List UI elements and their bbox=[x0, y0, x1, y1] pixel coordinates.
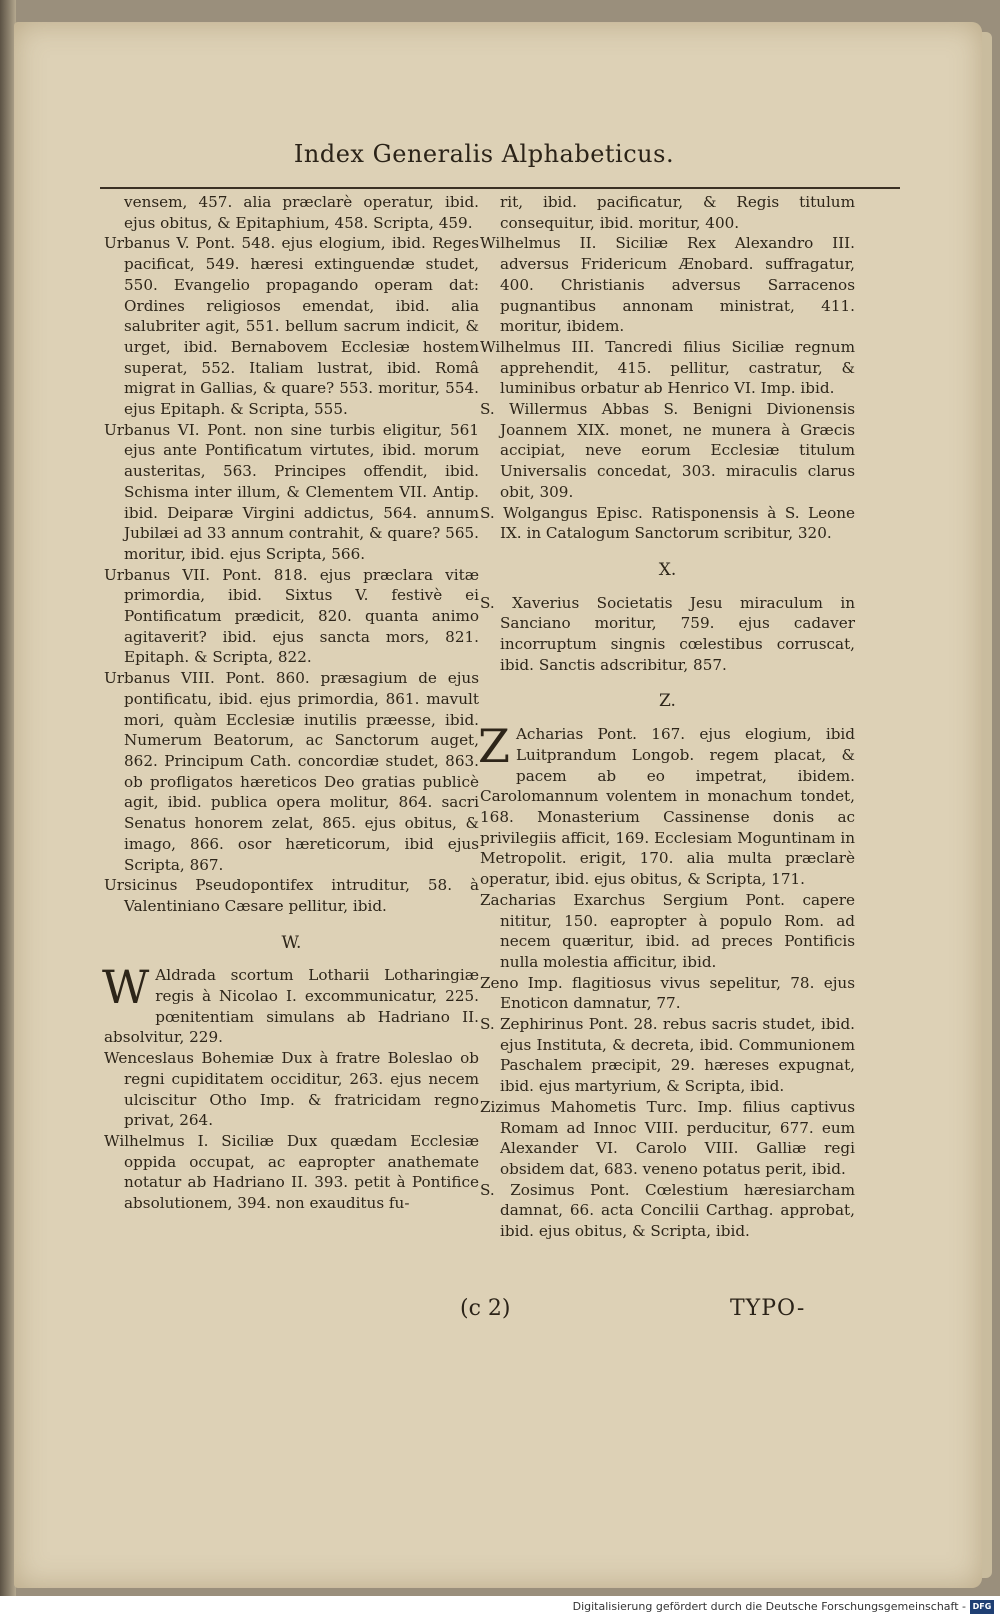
right-entries-after-z bbox=[480, 890, 855, 1242]
index-entry: Wilhelmus II. Siciliæ Rex Alexandro III. adversus Fridericum Ænobard. suffragatur, 400. Christianis adversus Sarracenos pugnantibus annonam ministrat, 411. moritur, ibidem. bbox=[480, 234, 855, 336]
index-entry: Wilhelmus I. Siciliæ Dux quædam Ecclesiæ oppida occupat, ac eapropter anathemate notatur ab Hadriano II. 393. petit à Pontifice absolutionem, 394. non exauditus fu- bbox=[104, 1131, 479, 1213]
digitization-credit-text: Digitalisierung gefördert durch die Deutsche Forschungsgemeinschaft - bbox=[572, 1600, 966, 1613]
right-entries-x bbox=[480, 593, 855, 676]
page-header: Index Generalis Alphabeticus. bbox=[293, 140, 675, 168]
dropcap-initial-z: Z bbox=[478, 719, 510, 774]
index-entry: Zacharias Exarchus Sergium Pont. capere nititur, 150. eapropter à populo Rom. ad necem quæritur, ibid. ad preces Pontificis nulla molestia afficitur, ibid. bbox=[480, 890, 855, 971]
signature-mark: (c 2) bbox=[460, 1296, 511, 1321]
letter-heading-z: Z. bbox=[659, 691, 676, 712]
index-entry: Aldrada scortum Lotharii Lotharingiæ regis à Nicolao I. excommunicatur, 225. pœnitentiam simulans ab Hadriano II. absolvitur, 229. bbox=[104, 966, 479, 1047]
index-entry: S. Xaverius Societatis Jesu miraculum in Sanciano moritur, 759. ejus cadaver incorruptum singnis cœlestibus corruscat, ibid. Sanctis adscribitur, 857. bbox=[480, 593, 855, 674]
index-entry: vensem, 457. alia præclarè operatur, ibid. ejus obitus, & Epitaphium, 458. Scripta, 459. bbox=[124, 193, 479, 232]
index-entry: S. Zosimus Pont. Cœlestium hæresiarcham damnat, 66. acta Concilii Carthag. approbat, ibid. ejus obitus, & Scripta, ibid. bbox=[480, 1180, 855, 1241]
index-entry: Urbanus VII. Pont. 818. ejus præclara vitæ primordia, ibid. Sixtus V. festivè ei Pontificatum prædicit, 820. quanta animo agitaverit? ibid. ejus sancta mors, 821. Epitaph. & Scripta, 822. bbox=[104, 565, 479, 667]
index-entry: Acharias Pont. 167. ejus elogium, ibid Luitprandum Longob. regem placat, & pacem ab eo impetrat, ibidem. Carolomannum volentem in monachum tondet, 168. Monasterium Cassinense donis ac privilegiis afficit, 169. Ecclesiam Moguntinam in Metropolit. erigit, 170. alia multa præclarè operatur, ibid. ejus obitus, & Scripta, 171. bbox=[480, 725, 855, 889]
index-entry: Urbanus VI. Pont. non sine turbis eligitur, 561 ejus ante Pontificatum virtutes, ibid. morum austeritas, 563. Principes offendit, ibid. Schisma inter illum, & Clementem VII. Antip. ibid. Deiparæ Virgini addictus, 564. annum Jubilæi ad 33 annum contrahit, & quare? 565. moritur, ibid. ejus Scripta, 566. bbox=[104, 420, 479, 563]
page-edge bbox=[982, 32, 992, 1578]
index-entry: S. Willermus Abbas S. Benigni Divionensis Joannem XIX. monet, ne munera à Græcis accipiat, neve eorum Ecclesiæ titulum Universalis concedat, 303. miraculis clarus obit, 309. bbox=[480, 400, 855, 501]
dropcap-initial-w: W bbox=[102, 960, 150, 1015]
dfg-logo-icon: DFG bbox=[970, 1600, 994, 1614]
index-entry: S. Wolgangus Episc. Ratisponensis à S. Leone IX. in Catalogum Sanctorum scribitur, 320. bbox=[480, 503, 855, 543]
index-entry: Urbanus VIII. Pont. 860. præsagium de ejus pontificatu, ibid. ejus primordia, 861. mavult mori, quàm Ecclesiæ inutilis præesse, ibid. Numerum Beatorum, ac Sanctorum auget, 862. Principum Cath. concordiæ studet, 863. ob profligatos hæreticos Deo gratias publicè agit, ibid. publica opera molitur, 864. sacri Senatus honorem zelat, 865. ejus obitus, & imago, 866. osor hæreticorum, ibid ejus Scripta, 867. bbox=[104, 669, 479, 874]
left-entries-before-w bbox=[104, 192, 479, 917]
index-entry: Ursicinus Pseudopontifex intruditur, 58. à Valentiniano Cæsare pellitur, ibid. bbox=[104, 876, 479, 915]
catchword: TYPO- bbox=[730, 1296, 806, 1321]
index-entry: Wilhelmus III. Tancredi filius Siciliæ regnum apprehendit, 415. pellitur, castratur, & luminibus orbatur ab Henrico VI. Imp. ibid. bbox=[480, 337, 855, 398]
dropcap-entry-z bbox=[478, 719, 855, 890]
index-entry: S. Zephirinus Pont. 28. rebus sacris studet, ibid. ejus Instituta, & decreta, ibid. Communionem Paschalem præcipit, 29. hæreses expugnat, ibid. ejus martyrium, & Scripta, ibid. bbox=[480, 1015, 855, 1096]
index-entry: Wenceslaus Bohemiæ Dux à fratre Boleslao ob regni cupiditatem occiditur, 263. ejus necem ulciscitur Otho Imp. & fratricidam regno privat, 264. bbox=[104, 1049, 479, 1130]
header-rule bbox=[100, 187, 900, 189]
right-entries-before-x bbox=[480, 192, 855, 544]
letter-heading-w: W. bbox=[281, 932, 302, 953]
index-entry: Zizimus Mahometis Turc. Imp. filius captivus Romam ad Innoc VIII. perducitur, 677. eum Alexander VI. Carolo VIII. Galliæ regi obsidem dat, 683. veneno potatus perit, ibid. bbox=[480, 1097, 855, 1178]
index-entry: rit, ibid. pacificatur, & Regis titulum consequitur, ibid. moritur, 400. bbox=[500, 193, 855, 232]
index-entry: Zeno Imp. flagitiosus vivus sepelitur, 78. ejus Enoticon damnatur, 77. bbox=[480, 973, 855, 1013]
left-entries-after-w bbox=[104, 1048, 479, 1214]
letter-heading-x: X. bbox=[658, 559, 677, 580]
right-column bbox=[480, 192, 855, 1242]
index-entry: Urbanus V. Pont. 548. ejus elogium, ibid. Reges pacificat, 549. hæresi extinguendæ studet, 550. Evangelio propagando operam dat: Ordines religiosos emendat, ibid. alia salubriter agit, 551. bellum sacrum indicit, & urget, ibid. Bernabovem Ecclesiæ hostem superat, 552. Italiam lustrat, ibid. Româ migrat in Gallias, & quare? 553. moritur, 554. ejus Epitaph. & Scripta, 555. bbox=[104, 234, 479, 419]
left-column bbox=[104, 192, 479, 1214]
dropcap-entry-w bbox=[102, 960, 479, 1048]
digitization-credit-bar bbox=[0, 1596, 1000, 1618]
